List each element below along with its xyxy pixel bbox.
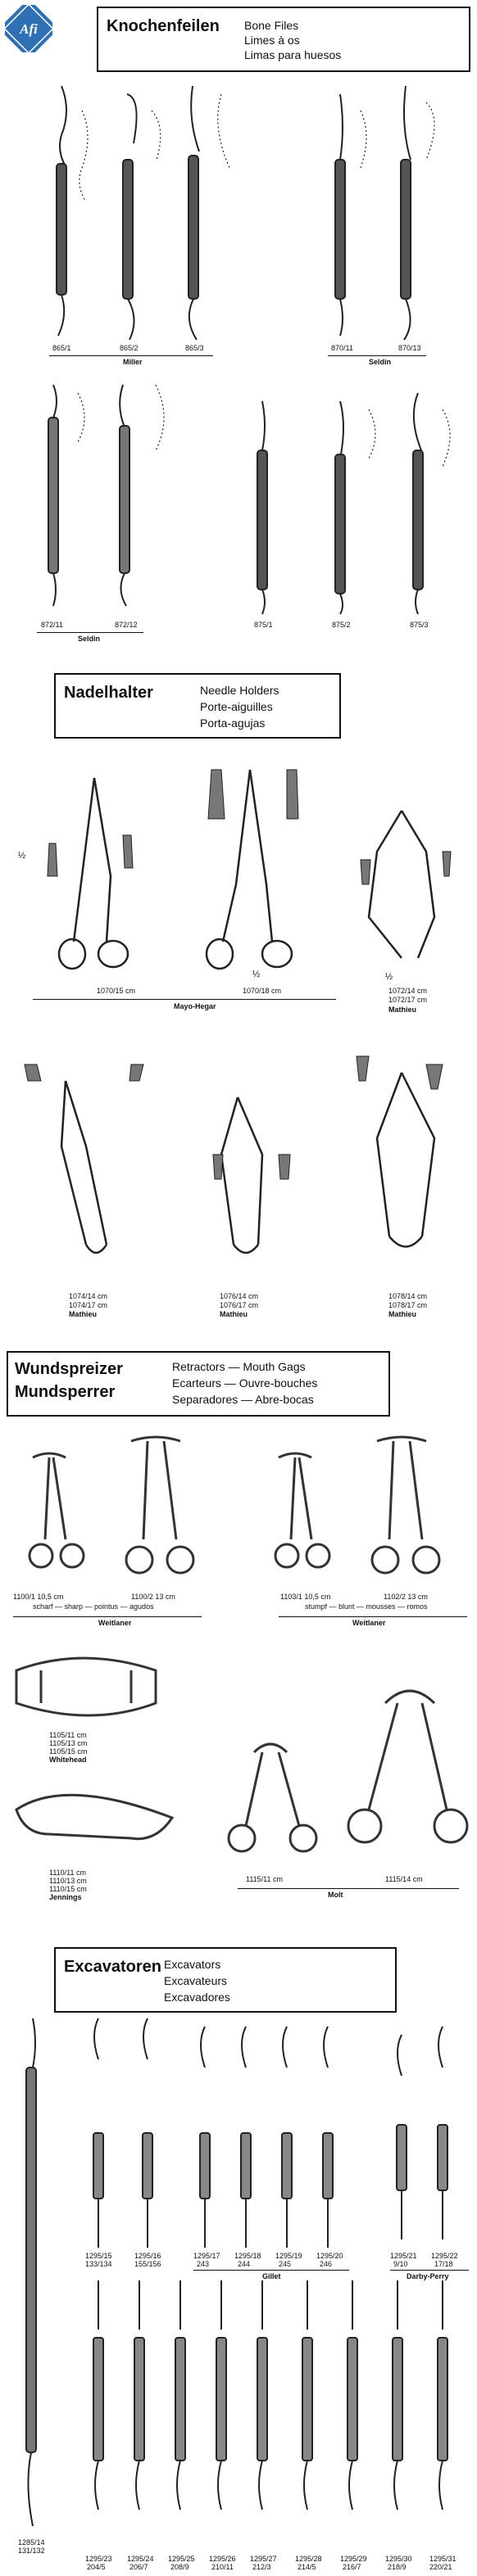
excavator-sub: 155/156 bbox=[134, 2260, 161, 2268]
excavator-code: 1295/24 bbox=[127, 2555, 154, 2563]
excavators-tr-es: Excavadores bbox=[164, 1991, 230, 2004]
jennings-code: 1110/11 cm bbox=[49, 1869, 87, 1877]
needle-holders-tr-es: Porta-agujas bbox=[200, 716, 266, 730]
retractors-title-2: Mundsperrer bbox=[15, 1383, 116, 1401]
bone-files-tr-fr: Limes à os bbox=[244, 34, 300, 47]
excavator-code: 1295/19 bbox=[275, 2252, 302, 2260]
bone-file-code: 865/2 bbox=[120, 344, 139, 352]
excavator-sub: 131/132 bbox=[18, 2547, 45, 2555]
excavator-code: 1285/14 bbox=[18, 2538, 45, 2547]
weitlaner-rule-2 bbox=[279, 1616, 467, 1617]
excavator-code: 1295/26 bbox=[209, 2555, 236, 2563]
bone-files-header bbox=[97, 7, 470, 72]
bone-files-tr-es: Limas para huesos bbox=[244, 48, 342, 61]
needle-holders-row2-illustration bbox=[16, 1040, 467, 1286]
retractors-tr-en: Retractors — Mouth Gags bbox=[172, 1360, 306, 1373]
excavator-sub: 245 bbox=[279, 2260, 292, 2268]
excavator-sub: 212/3 bbox=[252, 2563, 271, 2571]
excavator-code: 1295/17 bbox=[193, 2252, 220, 2260]
excavators-tr-fr: Excavateurs bbox=[164, 1974, 228, 1987]
whitehead-code: 1105/11 cm bbox=[49, 1731, 87, 1739]
excavator-code: 1295/22 bbox=[431, 2252, 458, 2260]
molt-code: 1115/14 cm bbox=[385, 1875, 423, 1883]
excavator-sub: 216/7 bbox=[343, 2563, 361, 2571]
scale-label: ½ bbox=[18, 851, 26, 861]
retractor-code: 1100/1 10,5 cm bbox=[13, 1593, 64, 1601]
group-label: Mathieu bbox=[69, 1310, 98, 1318]
molt-rule bbox=[238, 1888, 459, 1889]
retractors-tr-es: Separadores — Abre-bocas bbox=[172, 1393, 314, 1406]
excavator-sub: 214/5 bbox=[298, 2563, 316, 2571]
excavator-sub: 210/11 bbox=[211, 2563, 234, 2571]
excavator-code: 1295/23 bbox=[85, 2555, 112, 2563]
needle-holder-code: 1074/14 cm bbox=[69, 1292, 108, 1300]
bone-files-title: Knochenfeilen bbox=[107, 17, 220, 35]
excavator-sub: 220/21 bbox=[429, 2563, 452, 2571]
weitlaner-retractors-illustration bbox=[8, 1425, 467, 1621]
gillet-rule bbox=[193, 2270, 349, 2271]
molt-code: 1115/11 cm bbox=[246, 1875, 284, 1883]
jennings-code: 1110/15 cm bbox=[49, 1885, 87, 1893]
excavator-code: 1295/28 bbox=[295, 2555, 322, 2563]
logo-text: Afi bbox=[20, 21, 38, 37]
group-label: Seldin bbox=[369, 358, 392, 366]
whitehead-code: 1105/15 cm bbox=[49, 1747, 88, 1756]
excavator-code: 1295/18 bbox=[234, 2252, 261, 2260]
excavator-code: 1295/16 bbox=[134, 2252, 161, 2260]
group-label: Weitlaner bbox=[352, 1619, 386, 1627]
needle-holder-code: 1070/18 cm bbox=[243, 987, 282, 995]
group-label: Whitehead bbox=[49, 1756, 87, 1764]
excavators-header bbox=[54, 1947, 397, 2013]
needle-holder-code: 1070/15 cm bbox=[97, 987, 136, 995]
excavators-title: Excavatoren bbox=[64, 1958, 161, 1976]
needle-holder-code: 1072/14 cm bbox=[388, 987, 428, 995]
whitehead-code: 1105/13 cm bbox=[49, 1739, 88, 1747]
bone-file-code: 870/13 bbox=[398, 344, 421, 352]
bone-file-code: 865/1 bbox=[52, 344, 71, 352]
retractor-code: 1100/2 13 cm bbox=[131, 1593, 175, 1601]
needle-holders-title: Nadelhalter bbox=[64, 684, 153, 702]
bone-file-code: 875/2 bbox=[332, 621, 351, 629]
bone-files-row2-illustration bbox=[16, 377, 467, 622]
miller-rule bbox=[49, 355, 213, 356]
bone-files-tr-en: Bone Files bbox=[244, 19, 299, 32]
excavator-code: 1295/15 bbox=[85, 2252, 112, 2260]
excavator-sub: 208/9 bbox=[170, 2563, 189, 2571]
group-label: Gillet bbox=[262, 2272, 281, 2280]
bone-files-row1-illustration bbox=[16, 78, 467, 356]
excavator-sub: 204/5 bbox=[87, 2563, 106, 2571]
seldin-rule-2 bbox=[37, 632, 143, 633]
retractor-code: 1102/2 13 cm bbox=[384, 1593, 428, 1601]
excavators-illustration bbox=[0, 2018, 475, 2559]
jennings-code: 1110/13 cm bbox=[49, 1877, 87, 1885]
group-label: Miller bbox=[123, 358, 143, 366]
group-label: Darby-Perry bbox=[407, 2272, 449, 2280]
excavators-tr-en: Excavators bbox=[164, 1958, 221, 1971]
excavator-code: 1295/21 bbox=[390, 2252, 417, 2260]
bone-file-code: 875/3 bbox=[410, 621, 429, 629]
needle-holders-tr-fr: Porte-aiguilles bbox=[200, 700, 273, 713]
excavator-sub: 246 bbox=[320, 2260, 333, 2268]
excavator-sub: 206/7 bbox=[129, 2563, 148, 2571]
excavator-code: 1295/27 bbox=[250, 2555, 277, 2563]
needle-holder-code: 1078/14 cm bbox=[388, 1292, 428, 1300]
seldin-rule bbox=[328, 355, 426, 356]
retractor-code: 1103/1 10,5 cm bbox=[280, 1593, 331, 1601]
bone-file-code: 872/12 bbox=[115, 621, 138, 629]
logo bbox=[5, 5, 52, 52]
needle-holders-header bbox=[54, 673, 341, 739]
excavator-code: 1295/29 bbox=[340, 2555, 367, 2563]
needle-holders-tr-en: Needle Holders bbox=[200, 684, 279, 697]
excavator-sub: 218/9 bbox=[388, 2563, 407, 2571]
mayo-hegar-rule bbox=[33, 999, 336, 1000]
sharp-label: scharf — sharp — pointus — agudos bbox=[33, 1602, 154, 1611]
excavator-code: 1295/31 bbox=[429, 2555, 457, 2563]
needle-holder-code: 1076/17 cm bbox=[220, 1301, 259, 1309]
group-label: Weitlaner bbox=[98, 1619, 132, 1627]
excavator-code: 1295/25 bbox=[168, 2555, 195, 2563]
bone-file-code: 872/11 bbox=[41, 621, 63, 629]
bone-file-code: 870/11 bbox=[331, 344, 353, 352]
excavator-code: 1295/20 bbox=[316, 2252, 343, 2260]
needle-holder-code: 1074/17 cm bbox=[69, 1301, 108, 1309]
retractors-tr-fr: Ecarteurs — Ouvre-bouches bbox=[172, 1376, 318, 1390]
retractors-title-1: Wundspreizer bbox=[15, 1360, 123, 1378]
excavator-sub: 17/18 bbox=[434, 2260, 453, 2268]
bone-file-code: 875/1 bbox=[254, 621, 273, 629]
group-label: Molt bbox=[328, 1891, 343, 1899]
needle-holder-code: 1076/14 cm bbox=[220, 1292, 259, 1300]
excavator-sub: 244 bbox=[238, 2260, 251, 2268]
excavator-sub: 243 bbox=[197, 2260, 210, 2268]
weitlaner-rule-1 bbox=[13, 1616, 202, 1617]
group-label: Mathieu bbox=[388, 1006, 417, 1014]
group-label: Mathieu bbox=[388, 1310, 417, 1318]
retractors-header bbox=[7, 1351, 390, 1417]
darby-perry-rule bbox=[390, 2270, 469, 2271]
needle-holders-row1-illustration bbox=[16, 753, 467, 999]
group-label: Jennings bbox=[49, 1893, 82, 1901]
needle-holder-code: 1072/17 cm bbox=[388, 996, 428, 1004]
group-label: Seldin bbox=[78, 635, 101, 643]
group-label: Mayo-Hegar bbox=[174, 1002, 216, 1010]
excavator-code: 1295/30 bbox=[385, 2555, 412, 2563]
excavator-sub: 133/134 bbox=[85, 2260, 112, 2268]
excavator-sub: 9/10 bbox=[393, 2260, 408, 2268]
bone-file-code: 865/3 bbox=[185, 344, 204, 352]
scale-label: ½ bbox=[252, 969, 261, 979]
scale-label: ½ bbox=[385, 972, 393, 982]
blunt-label: stumpf — blunt — mousses — romos bbox=[305, 1602, 428, 1611]
group-label: Mathieu bbox=[220, 1310, 248, 1318]
needle-holder-code: 1078/17 cm bbox=[388, 1301, 428, 1309]
